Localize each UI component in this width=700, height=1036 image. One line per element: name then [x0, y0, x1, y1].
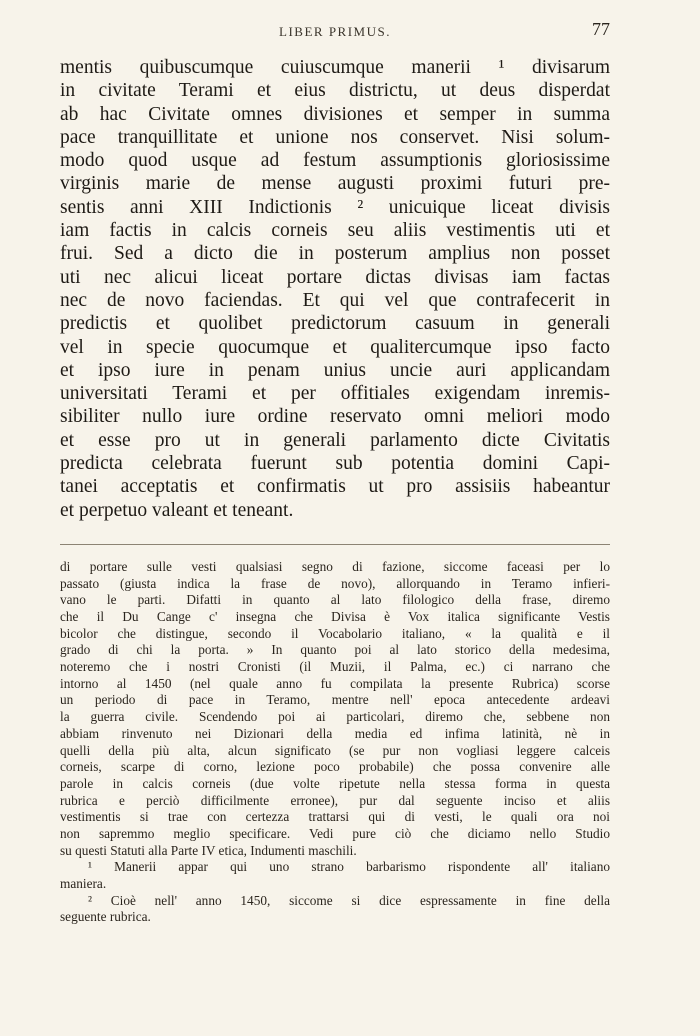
footnote-line: vestimentis si trae con certezza trattarsi qui di vesti, le quali ora noi	[60, 809, 610, 825]
text-line: predicta celebrata fuerunt sub potentia domini Capi-	[60, 453, 610, 475]
footnote-line: vano le parti. Difatti in quanto al lato filologico della frase, diremo	[60, 592, 610, 608]
footnote-line: non sapremmo meglio specificare. Vedi pure ciò che diciamo nello Studio	[60, 825, 610, 841]
text-line: pace tranquillitate et unione nos conservet. Nisi solum-	[60, 126, 610, 148]
text-line: vel in specie quocumque et qualitercumque ipso facto	[60, 336, 610, 358]
footnote-line: abbiam rinvenuto nei Dizionari della media ed infima latinità, nè in	[60, 725, 610, 741]
footnote-2	[60, 893, 610, 926]
text-line: modo quod usque ad festum assumptionis gloriosissime	[60, 150, 610, 172]
text-line: uti nec alicui liceat portare dictas divisas iam factas	[60, 266, 610, 288]
footnote-line: bicolor che distingue, secondo il Vocabolario italiano, « la qualità e il	[60, 625, 610, 641]
footnote-line: noteremo che i nostri Cronisti (il Muzii, il Palma, ec.) ci narrano che	[60, 659, 610, 675]
text-line: sibiliter nullo iure ordine reservato omni meliori modo	[60, 406, 610, 428]
footnote-line: la guerra civile. Scendendo poi ai particolari, diremo che, sebbene non	[60, 709, 610, 725]
text-line: et esse pro ut in generali parlamento dicte Civitatis	[60, 429, 610, 451]
text-line: mentis quibuscumque cuiuscumque manerii ¹ divisarum	[60, 57, 610, 78]
text-line: tanei acceptatis et confirmatis ut pro assisiis habeantur	[60, 476, 610, 498]
footnote-separator	[60, 544, 610, 545]
running-header	[60, 18, 610, 48]
footnote-1	[60, 859, 610, 892]
text-line: sentis anni XIII Indictionis ² unicuique liceat divisis	[60, 196, 610, 218]
footnote-line: rubrica e perciò difficilmente erronee), pur dal seguente inciso et aliis	[60, 792, 610, 808]
text-line: iam factis in calcis corneis seu aliis vestimentis uti et	[60, 220, 610, 242]
text-line: ab hac Civitate omnes divisiones et semper in summa	[60, 103, 610, 125]
footnotes	[60, 559, 610, 926]
text-line: universitati Terami et per offitiales exigendam inremis-	[60, 383, 610, 405]
footnote-line: maniera.	[60, 876, 107, 891]
footnote-line: ¹ Manerii appar qui uno strano barbarismo rispondente all' italiano	[88, 859, 610, 875]
text-line: frui. Sed a dicto die in posterum amplius non posset	[60, 243, 610, 265]
text-line: virginis marie de mense augusti proximi futuri pre-	[60, 173, 610, 195]
footnote-line: di portare sulle vesti qualsiasi segno di fazione, siccome faceasi per lo	[60, 558, 610, 574]
footnote-line: su questi Statuti alla Parte IV etica, Indumenti maschili.	[60, 842, 357, 858]
footnote-line: parole in calcis corneis (due volte ripetute nella stessa forma in questa	[60, 775, 610, 791]
text-line: et perpetuo valeant et teneant.	[60, 499, 294, 521]
footnote-line: intorno al 1450 (nel quale anno fu compilata la presente Rubrica) scorse	[60, 675, 610, 691]
footnote-line: seguente rubrica.	[60, 909, 151, 925]
main-latin-text	[60, 56, 610, 522]
footnote-line: quelli della più alta, alcun significato (se pur non vogliasi leggere calceis	[60, 742, 610, 758]
text-line: nec de novo faciendas. Et qui vel que contrafecerit in	[60, 289, 610, 311]
running-title: LIBER PRIMUS.	[279, 24, 391, 39]
footnote-line: che il Du Cange c' insegna che Divisa è Vox italica significante Vestis	[60, 609, 610, 624]
text-line: et ipso iure in penam unius uncie auri applicandam	[60, 359, 610, 381]
footnote-continuation	[60, 559, 610, 859]
text-line: predictis et quolibet predictorum casuum in generali	[60, 313, 610, 335]
footnote-line: corneis, scarpe di corno, lezione poco probabile) che possa convenire alle	[60, 759, 610, 775]
page-number: 77	[592, 19, 610, 39]
footnote-line: passato (giusta indica la frase de novo), allorquando in Teramo infieri-	[60, 575, 610, 591]
footnote-line: ² Cioè nell' anno 1450, siccome si dice espressamente in fine della	[88, 892, 610, 908]
footnote-line: grado di chi la porta. » In quanto poi al lato storico della medesima,	[60, 642, 610, 658]
text-line: in civitate Terami et eius districtu, ut deus disperdat	[60, 80, 610, 102]
footnote-line: un periodo di pace in Teramo, mentre nell' epoca antecedente ardeavi	[60, 692, 610, 708]
book-page	[60, 18, 610, 926]
